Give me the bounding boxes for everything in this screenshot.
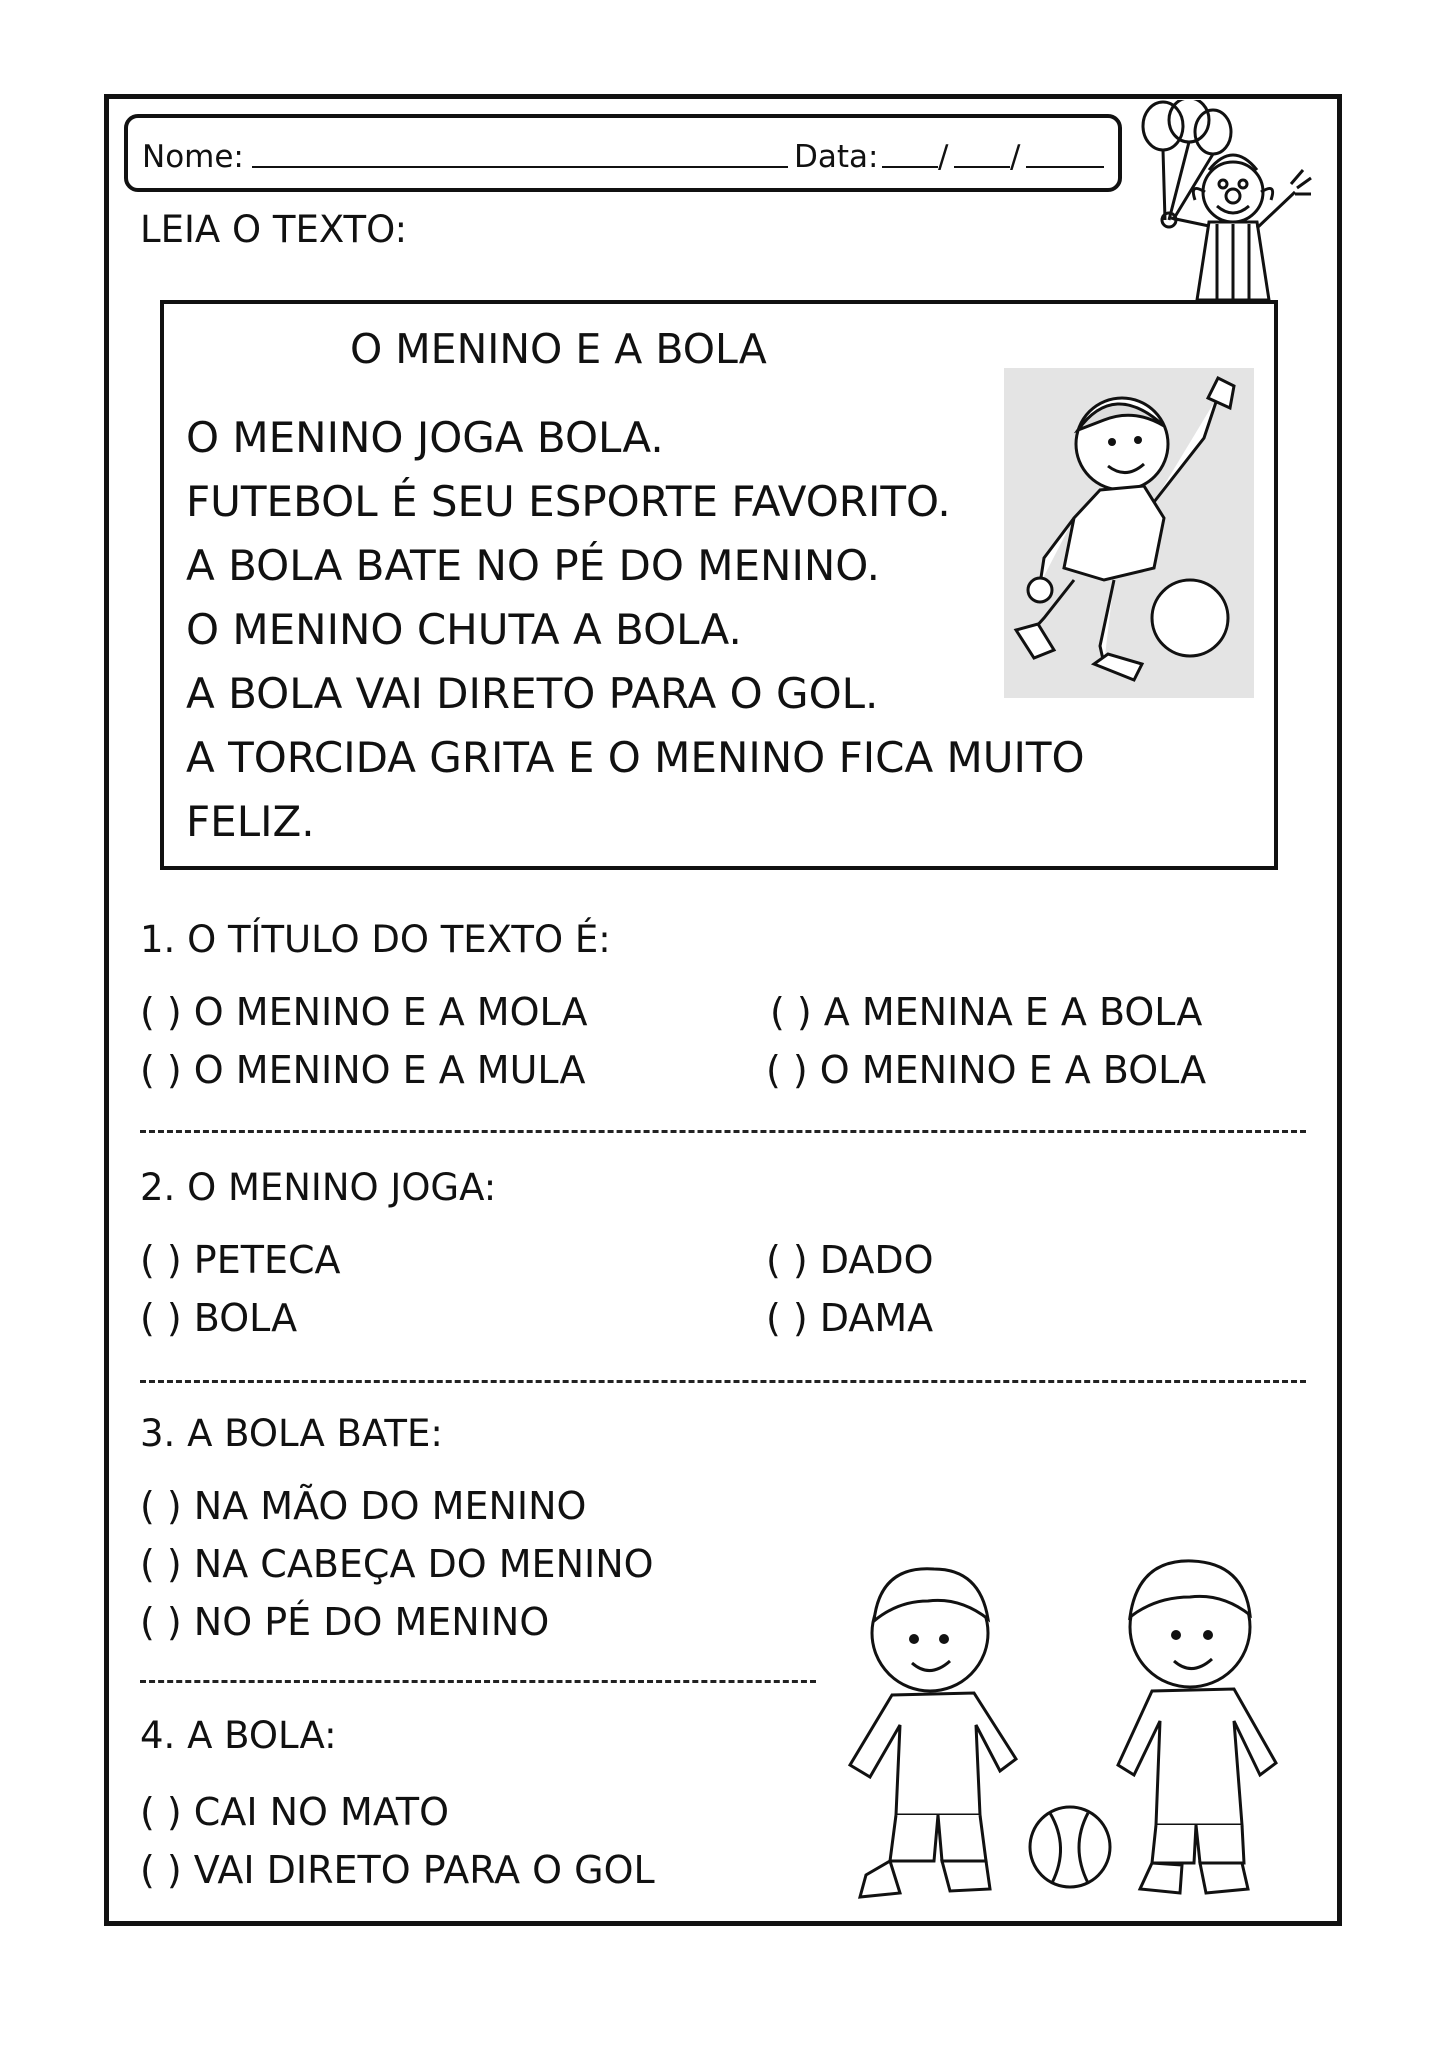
date-day-field[interactable] <box>882 166 938 168</box>
question-2-option[interactable]: ( ) DADO <box>766 1238 934 1282</box>
date-month-field[interactable] <box>954 166 1010 168</box>
question-1-option[interactable]: ( ) O MENINO E A MOLA <box>140 990 588 1034</box>
question-3-option[interactable]: ( ) NO PÉ DO MENINO <box>140 1600 550 1644</box>
question-1-option[interactable]: ( ) A MENINA E A BOLA <box>770 990 1203 1034</box>
story-line: O MENINO CHUTA A BOLA. <box>186 605 742 654</box>
name-field[interactable] <box>252 166 788 168</box>
boy-kicking-ball-illustration <box>1004 368 1254 698</box>
dashed-separator <box>140 1380 1306 1383</box>
date-label: Data: <box>794 139 879 175</box>
story-line: FELIZ. <box>186 797 315 846</box>
story-line: A TORCIDA GRITA E O MENINO FICA MUITO <box>186 733 1085 782</box>
story-title: O MENINO E A BOLA <box>350 325 767 373</box>
question-3-option[interactable]: ( ) NA MÃO DO MENINO <box>140 1484 587 1528</box>
date-year-field[interactable] <box>1026 166 1104 168</box>
name-label: Nome: <box>142 139 244 175</box>
question-3-prompt: 3. A BOLA BATE: <box>140 1412 443 1455</box>
question-1-prompt: 1. O TÍTULO DO TEXTO É: <box>140 918 611 961</box>
story-line: FUTEBOL É SEU ESPORTE FAVORITO. <box>186 477 951 526</box>
question-4-option[interactable]: ( ) VAI DIRETO PARA O GOL <box>140 1848 655 1892</box>
question-3-option[interactable]: ( ) NA CABEÇA DO MENINO <box>140 1542 654 1586</box>
question-4-option[interactable]: ( ) CAI NO MATO <box>140 1790 449 1834</box>
question-2-prompt: 2. O MENINO JOGA: <box>140 1166 497 1209</box>
date-separator: / <box>1010 139 1021 175</box>
question-2-option[interactable]: ( ) PETECA <box>140 1238 341 1282</box>
header-box <box>124 114 1122 192</box>
story-line: A BOLA BATE NO PÉ DO MENINO. <box>186 541 880 590</box>
question-1-option[interactable]: ( ) O MENINO E A MULA <box>140 1048 586 1092</box>
two-boys-with-ball-illustration <box>830 1545 1310 1905</box>
instruction-read-text: LEIA O TEXTO: <box>140 208 408 251</box>
story-line: A BOLA VAI DIRETO PARA O GOL. <box>186 669 879 718</box>
question-2-option[interactable]: ( ) BOLA <box>140 1296 298 1340</box>
dashed-separator <box>140 1680 816 1683</box>
question-2-option[interactable]: ( ) DAMA <box>766 1296 934 1340</box>
story-box <box>160 300 1278 870</box>
story-line: O MENINO JOGA BOLA. <box>186 413 664 462</box>
clown-balloons-illustration <box>1125 100 1340 310</box>
date-separator: / <box>938 139 949 175</box>
question-1-option[interactable]: ( ) O MENINO E A BOLA <box>766 1048 1207 1092</box>
question-4-prompt: 4. A BOLA: <box>140 1714 337 1757</box>
dashed-separator <box>140 1130 1306 1133</box>
